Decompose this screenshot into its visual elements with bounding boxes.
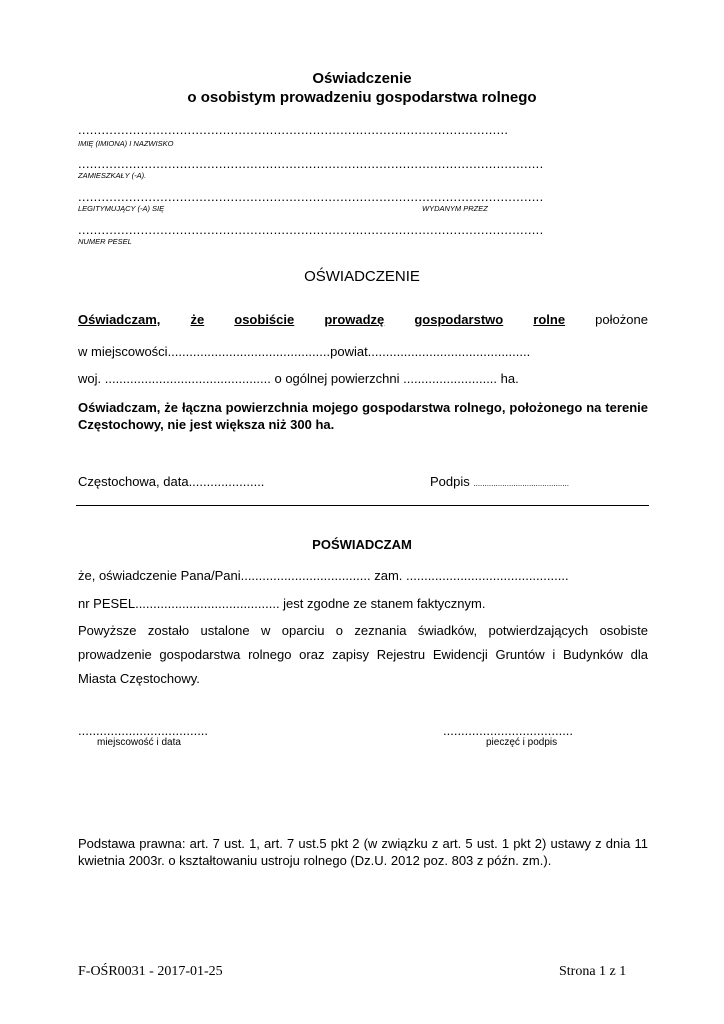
- stamp-signature-dots[interactable]: ....................................: [443, 723, 574, 738]
- certification-line-1[interactable]: że, oświadczenie Pana/Pani.................................... zam. .............................................: [78, 568, 569, 583]
- place-date-dots[interactable]: ....................................: [78, 723, 209, 738]
- page-number: Strona 1 z 1: [559, 964, 627, 979]
- declaration-word: rolne: [533, 312, 566, 327]
- certification-heading: POŚWIADCZAM: [312, 537, 412, 552]
- legal-basis: Podstawa prawna: art. 7 ust. 1, art. 7 ust.5 pkt 2 (w związku z art. 5 ust. 1 pkt 2) ustawy z dnia 11 kwietnia 2003r. o kształtowaniu ustroju rolnego (Dz.U. 2012 poz. 803 z późn. zm.).: [78, 836, 648, 868]
- id-document-caption: LEGITYMUJĄCY (-A) SIĘ: [78, 204, 165, 213]
- signature-dots: ...........................................: [473, 479, 569, 488]
- issued-by-caption: WYDANYM PRZEZ: [422, 204, 488, 213]
- locality-line[interactable]: w miejscowości.............................................powiat.............................................: [78, 344, 531, 359]
- section-divider: [76, 505, 649, 506]
- document-subtitle: o osobistym prowadzeniu gospodarstwa rolnego: [187, 89, 537, 106]
- declaration-word: osobiście: [234, 312, 295, 327]
- address-field[interactable]: .......................................................................................................................: [78, 156, 544, 171]
- document-title: Oświadczenie: [312, 70, 412, 87]
- area-statement: Oświadczam, że łączna powierzchnia mojego gospodarstwa rolnego, położonego na terenie Częstochowy, nie jest większa niż 300 ha.: [78, 400, 648, 432]
- certification-paragraph: Powyższe zostało ustalone w oparciu o zeznania świadków, potwierdzających osobiste prowadzenie gospodarstwa rolnego oraz zapisy Rejestru Ewidencji Gruntów i Budynków dla Miasta Częstochowy.: [78, 623, 648, 686]
- address-caption: ZAMIESZKAŁY (-A).: [78, 171, 147, 180]
- declaration-word: Oświadczam,: [78, 312, 161, 327]
- declaration-word: że: [190, 312, 205, 327]
- place-date-line[interactable]: Częstochowa, data.....................: [78, 474, 265, 489]
- signature-line[interactable]: [430, 474, 569, 489]
- place-date-caption: miejscowość i data: [97, 737, 181, 748]
- voivodeship-area-line[interactable]: woj. .............................................. o ogólnej powierzchni .......................... ha.: [78, 371, 519, 386]
- declaration-word: położone: [595, 312, 648, 327]
- name-caption: IMIĘ (IMIONA) I NAZWISKO: [78, 139, 174, 148]
- declaration-word: prowadzę: [324, 312, 385, 327]
- stamp-signature-caption: pieczęć i podpis: [486, 737, 558, 748]
- declaration-word: gospodarstwo: [414, 312, 504, 327]
- declaration-line-1: [78, 312, 648, 327]
- certification-line-2[interactable]: nr PESEL........................................ jest zgodne ze stanem faktycznym.: [78, 596, 486, 611]
- name-field[interactable]: ..............................................................................................................: [78, 122, 509, 137]
- declaration-heading: OŚWIADCZENIE: [304, 268, 420, 285]
- form-code: F-OŚR0031 - 2017-01-25: [78, 964, 223, 979]
- signature-label: Podpis: [430, 474, 470, 489]
- id-document-field[interactable]: .......................................................................................................................: [78, 189, 544, 204]
- pesel-field[interactable]: .......................................................................................................................: [78, 222, 544, 237]
- pesel-caption: NUMER PESEL: [78, 237, 132, 246]
